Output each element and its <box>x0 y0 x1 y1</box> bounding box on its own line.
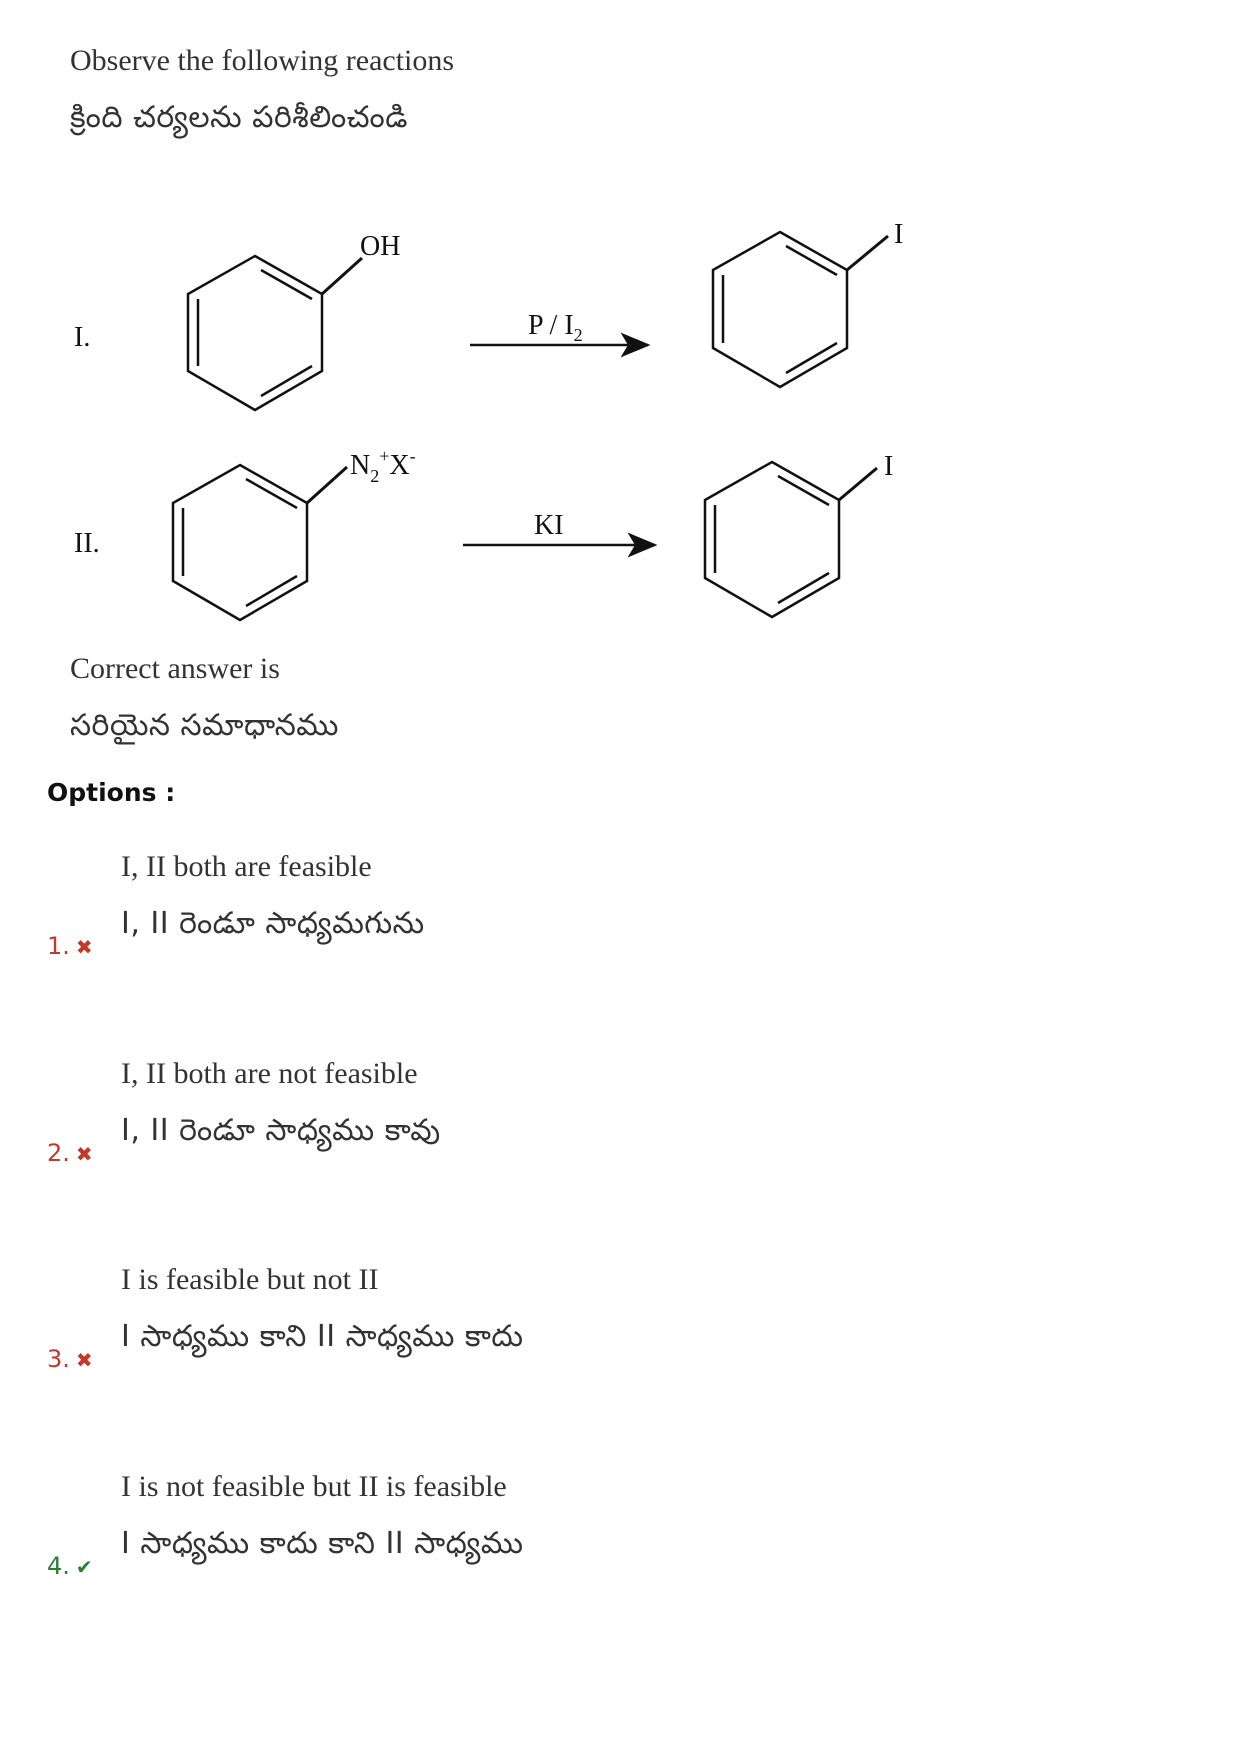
question-follow-te: సరియైన సమాధానము <box>70 708 339 743</box>
reaction-1-reactant-group: OH <box>360 231 401 262</box>
option-2[interactable] <box>0 1047 1240 1177</box>
cross-icon: ✖ <box>75 1142 93 1166</box>
option-4[interactable] <box>0 1460 1240 1590</box>
question-prompt-en: Observe the following reactions <box>70 44 455 77</box>
option-1-number: 1. ✖ <box>47 932 93 960</box>
reaction-1-reagent: P / $I_2$ <box>528 310 583 345</box>
option-3[interactable] <box>0 1253 1240 1383</box>
option-3-number: 3. ✖ <box>47 1345 93 1373</box>
reaction-2-product-group: I <box>884 451 894 482</box>
option-2-text-en: I, II both are not feasible <box>121 1057 418 1090</box>
reaction-1-product-benzene <box>713 232 888 387</box>
reaction-2-reactant-benzene <box>173 465 347 620</box>
option-4-text-te: I సాధ్యము కాదు కాని II సాధ్యము <box>121 1526 524 1561</box>
reaction-2-reagent: KI <box>534 510 564 541</box>
option-1[interactable] <box>0 840 1240 970</box>
reaction-1-reactant-benzene <box>188 256 362 410</box>
reaction-1-label: I. <box>74 322 91 353</box>
reaction-diagram <box>0 180 1000 640</box>
option-1-text-te: I, II రెండూ సాధ్యమగును <box>121 906 425 941</box>
check-icon: ✔ <box>75 1555 93 1579</box>
option-3-text-en: I is feasible but not II <box>121 1263 379 1296</box>
question-prompt-te: క్రింది చర్యలను పరిశీలించండి <box>70 100 408 135</box>
option-4-text-en: I is not feasible but II is feasible <box>121 1470 507 1503</box>
cross-icon: ✖ <box>75 1348 93 1372</box>
option-2-number: 2. ✖ <box>47 1139 93 1167</box>
question-follow-en: Correct answer is <box>70 652 280 685</box>
cross-icon: ✖ <box>75 935 93 959</box>
option-2-text-te: I, II రెండూ సాధ్యము కావు <box>121 1113 441 1148</box>
reaction-2-label: II. <box>74 528 100 559</box>
option-1-text-en: I, II both are feasible <box>121 850 372 883</box>
reaction-2-reactant-group: $N_2^+X^-$ <box>350 446 416 486</box>
option-4-number: 4. ✔ <box>47 1552 93 1580</box>
option-3-text-te: I సాధ్యము కాని II సాధ్యము కాదు <box>121 1319 524 1354</box>
options-heading: Options : <box>47 778 176 807</box>
reaction-1-product-group: I <box>894 219 904 250</box>
reaction-2-product-benzene <box>705 462 877 617</box>
